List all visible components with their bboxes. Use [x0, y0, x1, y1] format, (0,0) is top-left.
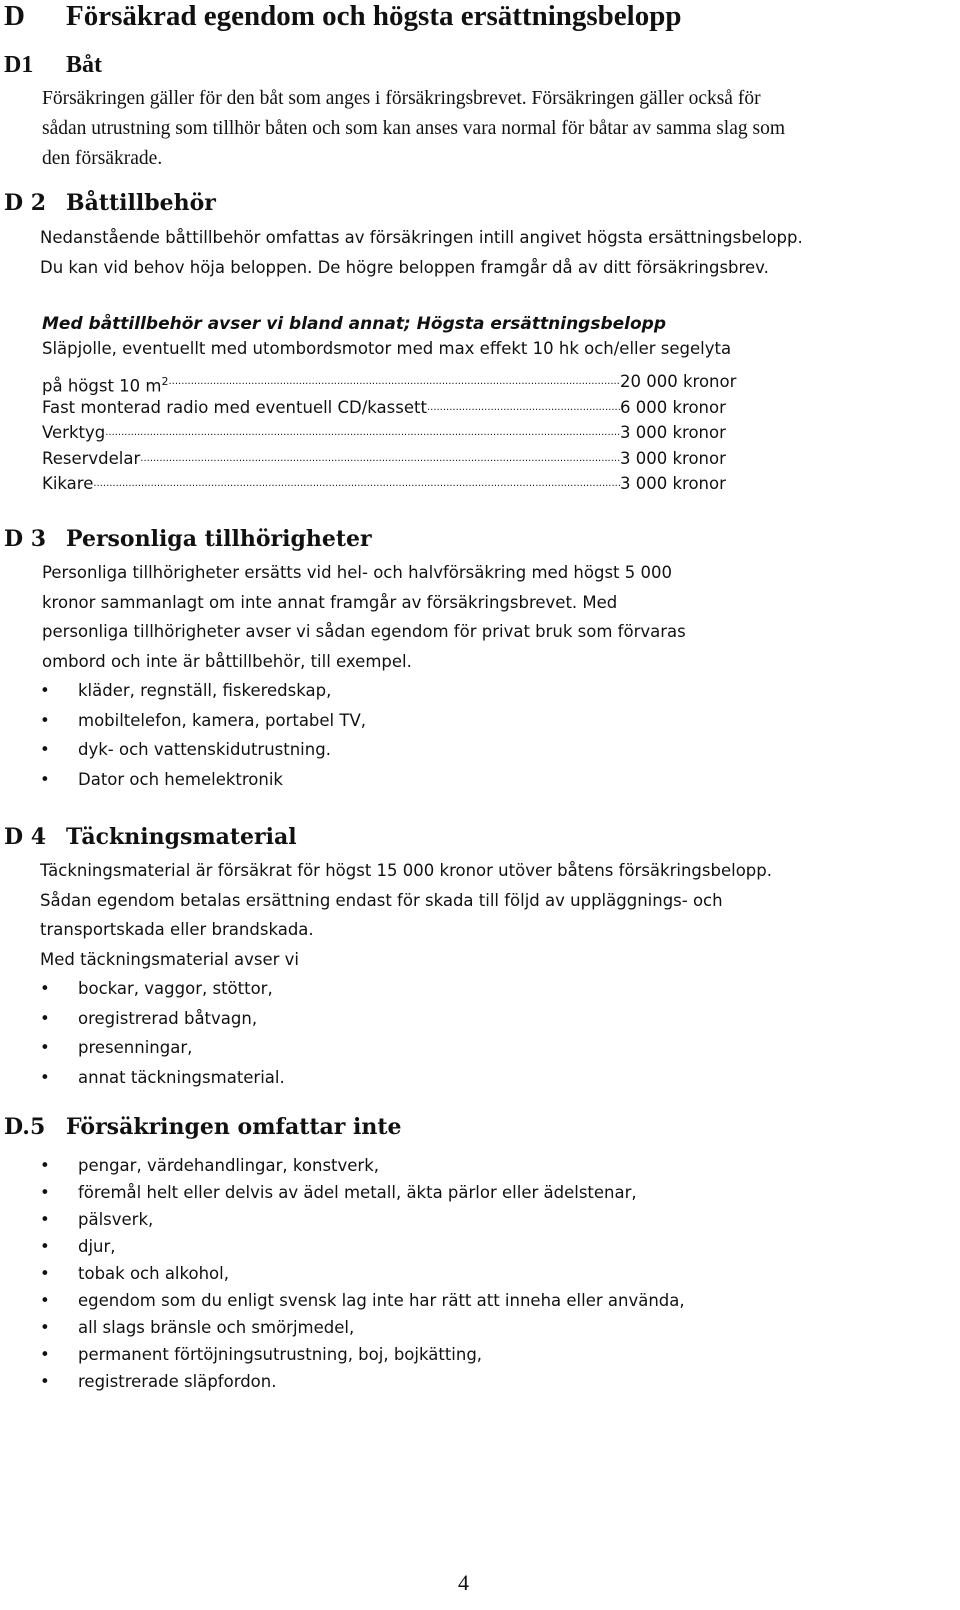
title-number: D: [4, 0, 25, 32]
table-row: [42, 369, 742, 395]
bullet-icon: •: [40, 1008, 50, 1028]
list-item: [40, 1152, 685, 1179]
section-d3-bullet-list: [40, 676, 366, 794]
document-title: [4, 0, 682, 33]
list-item: [40, 735, 366, 765]
list-item: [40, 1004, 285, 1034]
section-d1-line: den försäkrade.: [42, 148, 163, 169]
accessory-value: 3 000 kronor: [620, 474, 726, 494]
superscript-2: 2: [161, 375, 169, 388]
list-item: [40, 1033, 285, 1063]
section-d1-body: [42, 84, 785, 174]
list-item-text: bockar, vaggor, stöttor,: [78, 979, 273, 998]
accessory-label: Reservdelar: [42, 448, 141, 468]
section-d1-title: Båt: [66, 52, 102, 78]
accessory-label: Verktyg: [42, 423, 106, 443]
list-item-text: pengar, värdehandlingar, konstverk,: [78, 1156, 380, 1175]
accessories-table: [42, 369, 742, 497]
accessory-value: 20 000 kronor: [620, 372, 737, 391]
leader-dots: [427, 395, 620, 421]
list-item-text: tobak och alkohol,: [78, 1264, 229, 1283]
bullet-icon: •: [40, 1237, 50, 1256]
bullet-icon: •: [40, 710, 50, 730]
bullet-icon: •: [40, 1372, 50, 1391]
list-item-text: Dator och hemelektronik: [78, 769, 283, 789]
list-item: [40, 676, 366, 706]
list-item: [40, 974, 285, 1004]
leader-dots: [168, 369, 620, 395]
list-item-text: oregistrerad båtvagn,: [78, 1008, 258, 1028]
section-d2-line: Nedanstående båttillbehör omfattas av försäkringen intill angivet högsta ersättningsbelopp.: [40, 228, 803, 247]
accessory-value: 6 000 kronor: [620, 397, 726, 417]
page-number: 4: [458, 1570, 469, 1595]
section-d1-number: D1: [4, 52, 34, 78]
list-item-text: permanent förtöjningsutrustning, boj, bojkätting,: [78, 1345, 483, 1364]
section-d5-bullet-list: [40, 1152, 685, 1395]
list-item-text: mobiltelefon, kamera, portabel TV,: [78, 710, 367, 730]
list-item-text: presenningar,: [78, 1038, 193, 1057]
section-d4-line: transportskada eller brandskada.: [40, 920, 314, 939]
section-d2-title: Båttillbehör: [66, 190, 216, 216]
section-d4-bullet-list: [40, 974, 285, 1092]
list-item: [40, 1314, 685, 1341]
bullet-icon: •: [40, 681, 50, 700]
section-d2-number: D 2: [4, 190, 47, 216]
list-item: [40, 765, 366, 795]
section-d3-number: D 3: [4, 526, 47, 552]
bullet-icon: •: [40, 740, 50, 759]
bullet-icon: •: [40, 1067, 50, 1087]
list-item-text: föremål helt eller delvis av ädel metall, äkta pärlor eller ädelstenar,: [78, 1183, 637, 1202]
accessory-item-first-line1: Släpjolle, eventuellt med utombordsmotor med max effekt 10 hk och/eller segelyta: [42, 339, 732, 358]
bullet-icon: •: [40, 1291, 50, 1310]
list-item: [40, 706, 366, 736]
list-item-text: all slags bränsle och smörjmedel,: [78, 1318, 355, 1337]
bullet-icon: •: [40, 979, 50, 998]
list-item: [40, 1179, 685, 1206]
list-item-text: kläder, regnställ, fiskeredskap,: [78, 681, 332, 700]
section-d3-body: [42, 558, 686, 676]
section-d1-line: Försäkringen gäller för den båt som anges i försäkringsbrevet. Försäkringen gäller också för: [42, 88, 761, 109]
leader-dots: [105, 420, 620, 446]
leader-dots: [93, 471, 620, 497]
title-text: Försäkrad egendom och högsta ersättningsbelopp: [66, 0, 682, 32]
bullet-icon: •: [40, 1156, 50, 1175]
bullet-icon: •: [40, 1038, 50, 1057]
table-row: [42, 395, 742, 421]
section-d1-line: sådan utrustning som tillhör båten och som kan anses vara normal för båtar av samma slag som: [42, 118, 785, 139]
section-d3-title: Personliga tillhörigheter: [66, 526, 372, 552]
section-d3-line: personliga tillhörigheter avser vi sådan egendom för privat bruk som förvaras: [42, 622, 686, 641]
bullet-icon: •: [40, 769, 50, 789]
section-d5-heading: [4, 1114, 402, 1140]
list-item-text: egendom som du enligt svensk lag inte har rätt att inneha eller använda,: [78, 1291, 685, 1310]
section-d2-heading: [4, 190, 216, 216]
section-d3-line: kronor sammanlagt om inte annat framgår av försäkringsbrevet. Med: [42, 592, 618, 612]
list-item: [40, 1341, 685, 1368]
list-item: [40, 1233, 685, 1260]
section-d2-body: [40, 223, 803, 283]
bullet-icon: •: [40, 1264, 50, 1283]
section-d2-line: Du kan vid behov höja beloppen. De högre beloppen framgår då av ditt försäkringsbrev.: [40, 258, 769, 277]
section-d3-line: ombord och inte är båttillbehör, till exempel.: [42, 651, 412, 671]
section-d1-heading: [4, 52, 102, 79]
accessory-value: 3 000 kronor: [620, 423, 726, 443]
bullet-icon: •: [40, 1210, 50, 1229]
accessory-label: Fast monterad radio med eventuell CD/kassett: [42, 397, 427, 417]
section-d4-title: Täckningsmaterial: [66, 824, 297, 850]
section-d4-line: Täckningsmaterial är försäkrat för högst 15 000 kronor utöver båtens försäkringsbelopp.: [40, 861, 772, 880]
accessories-table-heading: Med båttillbehör avser vi bland annat; Högsta ersättningsbelopp: [42, 314, 667, 334]
list-item: [40, 1287, 685, 1314]
list-item-text: djur,: [78, 1237, 116, 1256]
list-item-text: dyk- och vattenskidutrustning.: [78, 740, 331, 759]
list-item-text: annat täckningsmaterial.: [78, 1067, 285, 1087]
bullet-icon: •: [40, 1345, 50, 1364]
section-d3-line: Personliga tillhörigheter ersätts vid hel- och halvförsäkring med högst 5 000: [42, 563, 672, 582]
table-row: [42, 471, 742, 497]
section-d4-number: D 4: [4, 824, 47, 850]
list-item: [40, 1063, 285, 1093]
accessory-label: [42, 369, 168, 395]
bullet-icon: •: [40, 1183, 50, 1202]
section-d3-heading: [4, 526, 372, 552]
section-d5-title: Försäkringen omfattar inte: [66, 1114, 402, 1140]
section-d4-body: [40, 856, 772, 974]
list-item: [40, 1368, 685, 1395]
accessory-label: Kikare: [42, 474, 94, 494]
list-item: [40, 1260, 685, 1287]
table-row: [42, 446, 742, 472]
list-item-text: pälsverk,: [78, 1210, 154, 1229]
section-d4-heading: [4, 824, 297, 850]
leader-dots: [140, 446, 620, 472]
accessory-label-text: på högst 10 m: [42, 376, 162, 396]
list-item: [40, 1206, 685, 1233]
table-row: [42, 420, 742, 446]
section-d4-line: Sådan egendom betalas ersättning endast för skada till följd av uppläggnings- och: [40, 890, 723, 910]
section-d4-line: Med täckningsmaterial avser vi: [40, 949, 299, 969]
accessory-value: 3 000 kronor: [620, 448, 726, 468]
list-item-text: registrerade släpfordon.: [78, 1372, 277, 1391]
section-d5-number: D.5: [4, 1114, 46, 1140]
bullet-icon: •: [40, 1318, 50, 1337]
